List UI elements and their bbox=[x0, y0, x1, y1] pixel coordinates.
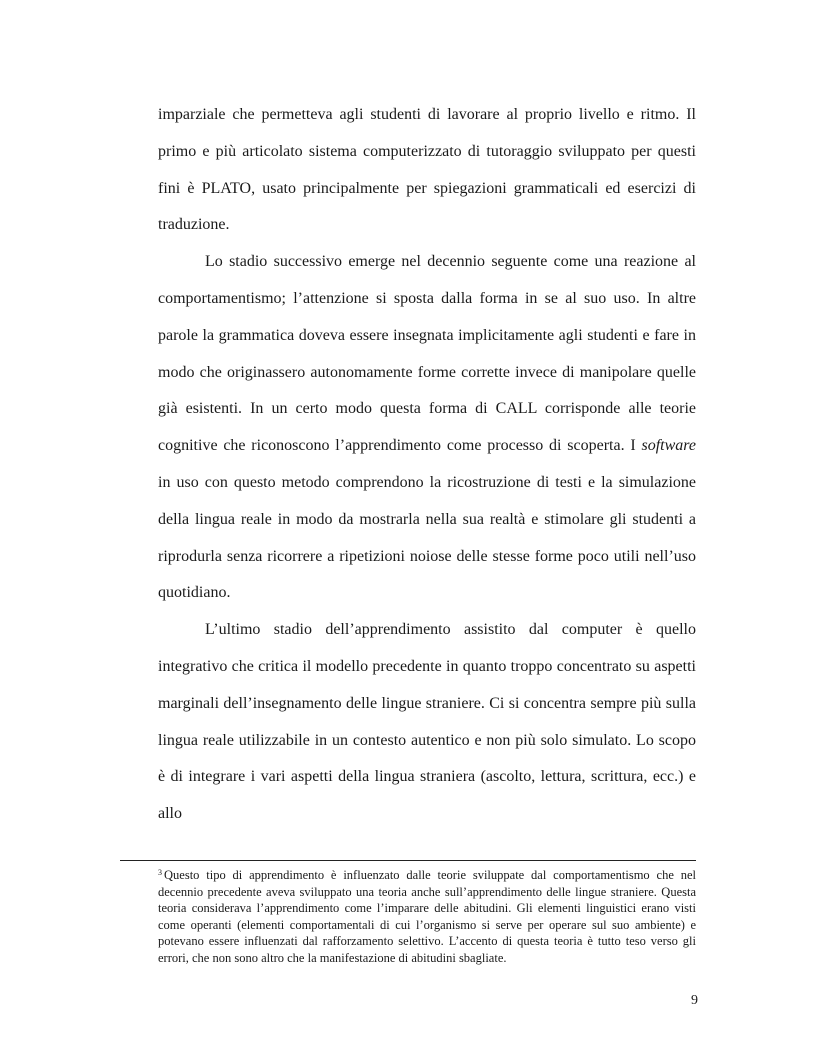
paragraph-text: Lo stadio successivo emerge nel decennio seguente come una reazione al comportamentismo; l’attenzione si sposta dalla forma in se al suo uso. In altre parole la grammatica doveva essere insegnata implicitamente agli studenti e fare in modo che originassero autonomamente forme corrette invece di manipolare quelle già esistenti. In un certo modo questa forma di CALL corrisponde alle teorie cognitive che riconoscono l’apprendimento come processo di scoperta. I bbox=[158, 253, 696, 455]
paragraph-text: in uso con questo metodo comprendono la ricostruzione di testi e la simulazione della lingua reale in modo da mostrarla nella sua realtà e stimolare gli studenti a riprodurla senza ricorrere a ripetizioni noiose delle stesse forme poco utili nell’uso quotidiano. bbox=[158, 473, 696, 602]
body-text bbox=[158, 97, 696, 833]
page-number: 9 bbox=[691, 993, 698, 1008]
paragraph-last-stage bbox=[158, 612, 696, 833]
paragraph-second-stage bbox=[158, 244, 696, 612]
footnote bbox=[158, 865, 696, 967]
paragraph-text: imparziale che permetteva agli studenti di lavorare al proprio livello e ritmo. Il primo e più articolato sistema computerizzato di tutoraggio sviluppato per questi fini è PLATO, usato principalmente per spiegazioni grammaticali ed esercizi di traduzione. bbox=[158, 106, 696, 234]
footnote-text: Questo tipo di apprendimento è influenzato dalle teorie sviluppate dal comportamentismo che nel decennio precedente aveva sviluppato una teoria anche sull’apprendimento delle lingue straniere. Questa teoria considerava l’apprendimento come l’imparare delle abitudini. Gli elementi linguistici erano visti come operanti (elementi comportamentali di cui l’organismo si serve per operare sul suo ambiente) e potevano essere influenzati dal rafforzamento selettivo. L’accento di questa teoria è tutto teso verso gli errori, che non sono altro che la manifestazione di abitudini sbagliate. bbox=[158, 868, 696, 965]
paragraph-italic-term: software bbox=[641, 437, 696, 455]
paragraph-text: L’ultimo stadio dell’apprendimento assistito dal computer è quello integrativo che critica il modello precedente in quanto troppo concentrato su aspetti marginali dell’insegnamento delle lingue straniere. Ci si concentra sempre più sulla lingua reale utilizzabile in un contesto autentico e non più solo simulato. Lo scopo è di integrare i vari aspetti della lingua straniera (ascolto, lettura, scrittura, ecc.) e allo bbox=[158, 621, 696, 823]
paragraph-plato bbox=[158, 97, 696, 244]
footnote-marker: 3 bbox=[158, 868, 162, 877]
footnote-separator bbox=[120, 860, 696, 861]
